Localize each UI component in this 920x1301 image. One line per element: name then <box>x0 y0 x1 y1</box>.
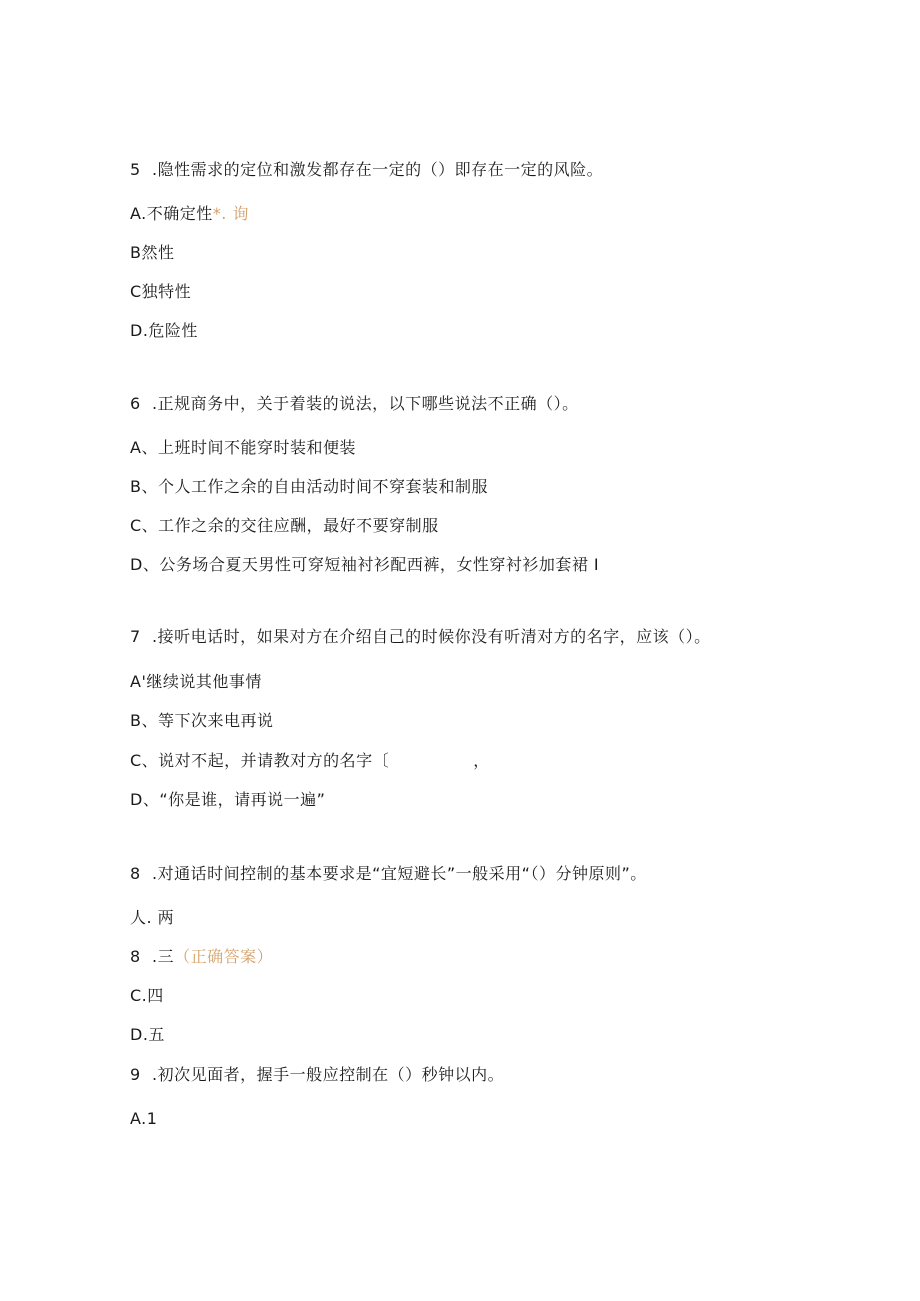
question-5-option-b: B然性 <box>130 243 175 262</box>
option-number: 8 <box>130 947 141 966</box>
option-text: C、说对不起，并请教对方的名字〔 <box>130 751 390 770</box>
question-number: 6 <box>130 394 141 413</box>
answer-note: *. 询 <box>212 204 249 223</box>
question-text: .接听电话时，如果对方在介绍自己的时候你没有听清对方的名字，应该（）。 <box>152 627 711 646</box>
question-8-option-c: C.四 <box>130 986 164 1005</box>
question-6-stem <box>130 394 579 414</box>
question-8-option-b <box>130 947 273 967</box>
question-text: .对通话时间控制的基本要求是“宜短避长”一般采用“（）分钟原则”。 <box>152 864 647 883</box>
question-9-stem <box>130 1065 504 1085</box>
question-6-option-c: C、工作之余的交往应酬，最好不要穿制服 <box>130 516 439 535</box>
question-number: 9 <box>130 1065 141 1084</box>
question-7-option-d: D、“你是谁，请再说一遍” <box>130 790 326 809</box>
question-5-option-a <box>130 204 249 224</box>
question-number: 5 <box>130 160 141 179</box>
question-7-option-c <box>130 751 490 771</box>
option-text: A.不确定性 <box>130 204 213 223</box>
question-number: 8 <box>130 864 141 883</box>
question-8-option-d: D.五 <box>130 1025 165 1044</box>
question-number: 7 <box>130 627 141 646</box>
correct-answer-note: （正确答案） <box>174 947 274 966</box>
question-9-option-a: A.1 <box>130 1109 158 1128</box>
option-tail: ， <box>473 751 490 770</box>
question-text: .隐性需求的定位和激发都存在一定的（）即存在一定的风险。 <box>152 160 604 179</box>
question-7-stem <box>130 627 711 647</box>
question-text: .正规商务中，关于着装的说法，以下哪些说法不正确（）。 <box>152 394 579 413</box>
question-7-option-b: B、等下次来电再说 <box>130 711 274 730</box>
question-text: .初次见面者，握手一般应控制在（）秒钟以内。 <box>152 1065 505 1084</box>
question-5-option-c: C独特性 <box>130 282 192 301</box>
question-7-option-a: A'继续说其他事情 <box>130 672 262 691</box>
question-8-option-a: 人. 两 <box>130 908 175 927</box>
question-6-option-a: A、上班时间不能穿时装和便装 <box>130 438 356 457</box>
option-text: .三 <box>152 947 175 966</box>
question-6-option-b: B、个人工作之余的自由活动时间不穿套装和制服 <box>130 477 488 496</box>
question-5-option-d: D.危险性 <box>130 321 198 340</box>
question-8-stem <box>130 864 647 884</box>
question-6-option-d: D、公务场合夏天男性可穿短袖衬衫配西裤，女性穿衬衫加套裙 I <box>130 555 600 574</box>
question-5-stem <box>130 160 603 180</box>
